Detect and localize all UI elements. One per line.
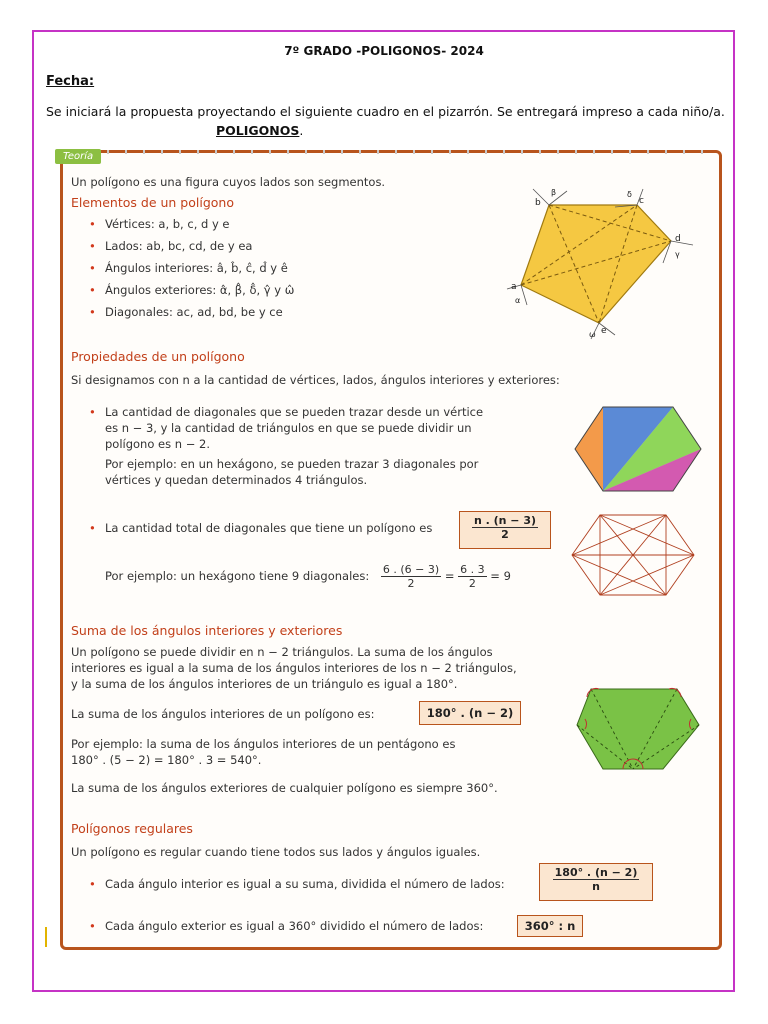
angle-label: ω bbox=[589, 330, 596, 339]
intro-text: Se iniciará la propuesta proyectando el siguiente cuadro en el pizarrón. Se entregará impreso a cada niño/a. bbox=[46, 104, 725, 119]
regular-exterior-box: 360° : n bbox=[517, 915, 583, 937]
sum-line: y la suma de los ángulos interiores de un triángulo es igual a 180°. bbox=[71, 677, 458, 691]
vertex-label: a bbox=[511, 282, 517, 292]
intro-topic: POLIGONOS bbox=[216, 123, 300, 138]
intro-paragraph bbox=[46, 102, 726, 140]
formula-numerator: n . (n − 3) bbox=[473, 514, 537, 527]
panel-top-rule bbox=[107, 150, 707, 154]
sum-example: 180° . (5 − 2) = 180° . 3 = 540°. bbox=[71, 753, 262, 767]
example-numerator: 6 . 3 bbox=[460, 563, 485, 576]
intro-end: . bbox=[299, 123, 304, 138]
angle-label: α bbox=[515, 296, 521, 305]
property-example: Por ejemplo: en un hexágono, se pueden trazar 3 diagonales por bbox=[105, 457, 479, 471]
vertex-label: e bbox=[601, 326, 607, 336]
example-denominator: 2 bbox=[407, 577, 415, 590]
page-title: 7º GRADO -POLIGONOS- 2024 bbox=[284, 44, 484, 58]
property-line: • La cantidad de diagonales que se pueden trazar desde un vértice bbox=[105, 405, 483, 419]
angle-label: β bbox=[551, 188, 557, 197]
pentagon-triangles-figure bbox=[573, 683, 703, 773]
properties-intro: Si designamos con n a la cantidad de vértices, lados, ángulos interiores y exteriores: bbox=[71, 373, 560, 387]
regular-interior-box bbox=[539, 863, 653, 901]
formula-denominator: 2 bbox=[501, 528, 509, 541]
diagonals-formula-box bbox=[459, 511, 551, 549]
vertex-label: b bbox=[535, 198, 541, 208]
exterior-sum-text: La suma de los ángulos exteriores de cualquier polígono es siempre 360°. bbox=[71, 781, 498, 795]
property-line: • La cantidad total de diagonales que tiene un polígono es bbox=[105, 521, 432, 535]
example-text: Por ejemplo: un hexágono tiene 9 diagonales: bbox=[105, 569, 370, 583]
regular-interior: • Cada ángulo interior es igual a su suma, dividida el número de lados: bbox=[105, 877, 505, 891]
regular-definition: Un polígono es regular cuando tiene todos sus lados y ángulos iguales. bbox=[71, 845, 481, 859]
theory-tab: Teoría bbox=[55, 149, 101, 164]
elements-item: • Lados: ab, bc, cd, de y ea bbox=[105, 239, 252, 253]
theory-panel bbox=[60, 150, 722, 950]
sum-example: Por ejemplo: la suma de los ángulos interiores de un pentágono es bbox=[71, 737, 456, 751]
formula-numerator: 180° . (n − 2) bbox=[554, 866, 638, 879]
margin-mark bbox=[45, 927, 47, 947]
example-result: = 9 bbox=[490, 569, 511, 583]
regular-exterior: • Cada ángulo exterior es igual a 360° dividido el número de lados: bbox=[105, 919, 483, 933]
example-denominator: 2 bbox=[468, 577, 476, 590]
sum-heading: Suma de los ángulos interiores y exteriores bbox=[71, 623, 343, 638]
vertex-label: c bbox=[639, 196, 644, 206]
regular-heading: Polígonos regulares bbox=[71, 821, 193, 836]
example-numerator: 6 . (6 − 3) bbox=[382, 563, 440, 576]
elements-item: • Ángulos exteriores: α̂, β̂, δ̂, γ̂ y ω̂ bbox=[105, 283, 294, 297]
elements-item: • Diagonales: ac, ad, bd, be y ce bbox=[105, 305, 283, 319]
vertex-label: d bbox=[675, 234, 681, 244]
angle-label: γ bbox=[675, 250, 680, 259]
diagonals-example bbox=[105, 563, 511, 590]
definition-text: Un polígono es una figura cuyos lados son segmentos. bbox=[71, 175, 386, 189]
properties-heading: Propiedades de un polígono bbox=[71, 349, 245, 364]
date-label: Fecha: bbox=[46, 74, 95, 89]
equals-sign: = bbox=[444, 569, 455, 583]
property-line: es n − 3, y la cantidad de triángulos en que se puede dividir un bbox=[105, 421, 472, 435]
sum-line: Un polígono se puede dividir en n − 2 triángulos. La suma de los ángulos bbox=[71, 645, 493, 659]
formula-denominator: n bbox=[592, 880, 600, 893]
hexagon-diagonals-figure bbox=[568, 511, 698, 599]
sum-line: interiores es igual a la suma de los ángulos interiores de los n − 2 triángulos, bbox=[71, 661, 517, 675]
sum-formula-text: La suma de los ángulos interiores de un polígono es: bbox=[71, 707, 375, 721]
elements-item: • Vértices: a, b, c, d y e bbox=[105, 217, 230, 231]
property-example: vértices y quedan determinados 4 triángulos. bbox=[105, 473, 368, 487]
elements-heading: Elementos de un polígono bbox=[71, 195, 234, 210]
elements-item: • Ángulos interiores: â, b̂, ĉ, d̂ y ê bbox=[105, 261, 288, 275]
angle-label: δ bbox=[627, 190, 632, 199]
hexagon-triangles-figure bbox=[573, 405, 703, 493]
sum-formula-box: 180° . (n − 2) bbox=[419, 701, 521, 725]
pentagon-figure bbox=[503, 183, 703, 343]
property-line: polígono es n − 2. bbox=[105, 437, 210, 451]
